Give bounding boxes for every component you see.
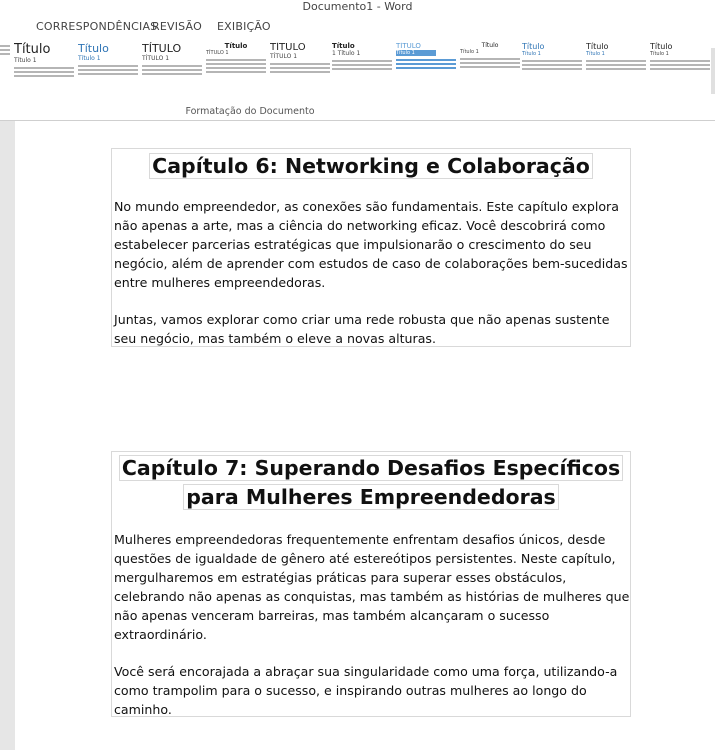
chapter-6-block (111, 148, 631, 347)
tab-revisao[interactable]: REVISÃO (152, 20, 202, 33)
style-set-8-title: Título (481, 42, 499, 49)
style-set-1[interactable] (14, 42, 74, 100)
style-set-11-heading: Título 1 (650, 51, 669, 57)
group-label-formatacao: Formatação do Documento (185, 106, 315, 117)
style-set-4-heading: TÍTULO 1 (206, 50, 229, 56)
style-set-2-heading: Título 1 (78, 55, 101, 62)
style-set-10-heading: Título 1 (586, 51, 605, 57)
chapter-7-paragraph-2: Você será encorajada a abraçar sua singularidade como uma força, utilizando-a como trampolim para o sucesso, e inspirando outras mulheres ao longo do caminho. (114, 664, 618, 717)
style-set-6-title: Título (332, 42, 355, 50)
chapter-6-paragraph-2: Juntas, vamos explorar como criar uma rede robusta que não apenas sustente seu negócio, mas também o eleve a novas alturas. (114, 312, 610, 346)
style-set-9-title: Título (522, 42, 545, 51)
style-set-partial[interactable] (0, 42, 10, 100)
style-set-8[interactable] (460, 42, 520, 100)
style-set-7[interactable] (396, 42, 456, 100)
chapter-7-paragraph-1: Mulheres empreendedoras frequentemente enfrentam desafios únicos, desde questões de igualdade de gênero até estereótipos persistentes. Neste capítulo, mergulharemos em estratégias práticas para superar esses obstáculos, celebrando não apenas as conquistas, mas também as histórias de mulheres que não apenas venceram barreiras, mas também alcançaram o sucesso extraordinário. (114, 532, 630, 642)
style-set-3-heading: TÍTULO 1 (142, 55, 170, 62)
window-title: Documento1 - Word (0, 0, 715, 18)
style-set-7-title: TÍTULO (396, 42, 421, 50)
style-set-3-title: TÍTULO (142, 42, 182, 55)
style-set-6-heading: 1 Título 1 (332, 50, 361, 57)
ribbon-design-panel (0, 40, 715, 121)
style-set-4-title: Título (224, 42, 248, 50)
chapter-7-title: Capítulo 7: Superando Desafios Específicos para Mulheres Empreendedoras (112, 454, 630, 512)
style-set-9[interactable] (522, 42, 582, 100)
document-page[interactable] (15, 121, 715, 750)
style-set-1-heading: Título 1 (14, 57, 37, 64)
style-set-6[interactable] (332, 42, 392, 100)
style-set-11-title: Título (650, 42, 673, 51)
style-set-2-title: Título (78, 42, 109, 55)
style-set-10[interactable] (586, 42, 646, 100)
style-set-5-title: TÍTULO (270, 42, 306, 53)
chapter-6-paragraph-1: No mundo empreendedor, as conexões são fundamentais. Este capítulo explora não apenas a arte, mas a ciência do networking eficaz. Você descobrirá como estabelecer parcerias estratégicas que impulsionarão o crescimento do seu negócio, além de aprender com estudos de caso de colaborações bem-sucedidas entre mulheres empreendedoras. (114, 199, 628, 290)
style-set-2[interactable] (78, 42, 138, 100)
style-set-4[interactable] (206, 42, 266, 100)
style-set-8-heading: Título 1 (460, 49, 479, 55)
tab-correspondencias[interactable]: CORRESPONDÊNCIAS (36, 20, 158, 33)
ribbon-tab-bar (0, 18, 715, 41)
style-gallery-scroll[interactable] (711, 48, 715, 94)
style-set-3[interactable] (142, 42, 202, 100)
chapter-6-title: Capítulo 6: Networking e Colaboração (112, 152, 630, 181)
chapter-7-block (111, 451, 631, 717)
style-set-7-heading: Título 1 (396, 50, 436, 56)
style-set-5[interactable] (270, 42, 330, 100)
style-set-10-title: Título (586, 42, 609, 51)
style-set-1-title: Título (14, 42, 51, 57)
style-set-gallery (0, 42, 715, 102)
style-set-11[interactable] (650, 42, 710, 100)
style-set-5-heading: TÍTULO 1 (270, 53, 298, 60)
tab-exibicao[interactable]: EXIBIÇÃO (217, 20, 271, 33)
style-set-9-heading: Título 1 (522, 51, 541, 57)
